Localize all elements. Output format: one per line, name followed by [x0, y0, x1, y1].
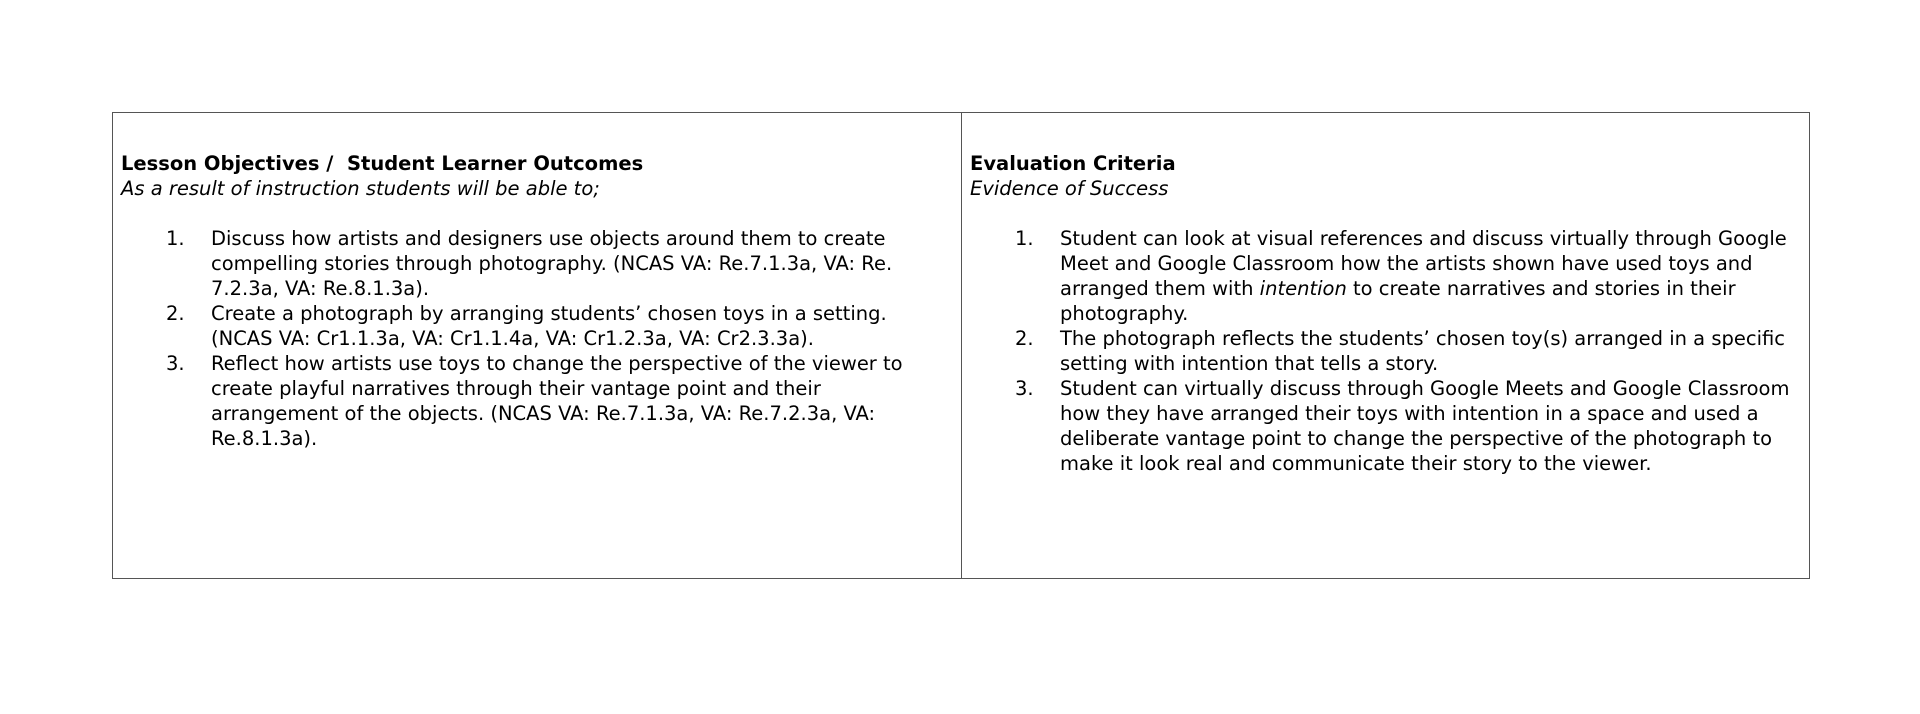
- evaluation-list: [970, 226, 1801, 476]
- list-text-emphasis: intention: [1259, 277, 1347, 300]
- list-text-after: to create narratives and stories in their photography.: [1060, 277, 1736, 325]
- list-text: Reflect how artists use toys to change the perspective of the viewer to create playful narratives through their vantage point and their arrangement of the objects. (NCAS VA: Re.7.1.3a, VA: Re.7.2.3a, VA: Re.8.1.3a).: [211, 352, 903, 450]
- list-number: 1.: [166, 227, 185, 250]
- list-item: [1015, 326, 1801, 376]
- list-number: 3.: [1015, 377, 1034, 400]
- list-text: Create a photograph by arranging students’ chosen toys in a setting. (NCAS VA: Cr1.1.3a, VA: Cr1.1.4a, VA: Cr1.2.3a, VA: Cr2.3.3a).: [211, 302, 887, 350]
- evaluation-subtitle: Evidence of Success: [970, 177, 1169, 200]
- list-item: [166, 226, 953, 301]
- list-text: Student can virtually discuss through Google Meets and Google Classroom how they have arranged their toys with intention in a space and used a deliberate vantage point to change the perspective of the photograph to make it look real and communicate their story to the viewer.: [1060, 377, 1790, 475]
- list-number: 2.: [1015, 327, 1034, 350]
- objectives-subtitle: As a result of instruction students will be able to;: [121, 177, 600, 200]
- list-item: [166, 301, 953, 351]
- list-text-before: Student can look at visual references and discuss virtually through Google Meet and Google Classroom how the artists shown have used toys and arranged them with: [1060, 227, 1787, 300]
- list-number: 3.: [166, 352, 185, 375]
- objectives-title: Lesson Objectives / Student Learner Outcomes: [121, 152, 644, 175]
- evaluation-cell: [962, 113, 1809, 578]
- objectives-list: [121, 226, 953, 451]
- list-text: Discuss how artists and designers use objects around them to create compelling stories through photography. (NCAS VA: Re.7.1.3a, VA: Re. 7.2.3a, VA: Re.8.1.3a).: [211, 227, 893, 300]
- list-number: 2.: [166, 302, 185, 325]
- evaluation-title: Evaluation Criteria: [970, 152, 1176, 175]
- lesson-table: [112, 112, 1810, 579]
- list-item: [166, 351, 953, 451]
- list-item: [1015, 226, 1801, 326]
- objectives-cell: [113, 113, 962, 578]
- list-item: [1015, 376, 1801, 476]
- list-text: The photograph reflects the students’ chosen toy(s) arranged in a specific setting with intention that tells a story.: [1060, 327, 1785, 375]
- list-number: 1.: [1015, 227, 1034, 250]
